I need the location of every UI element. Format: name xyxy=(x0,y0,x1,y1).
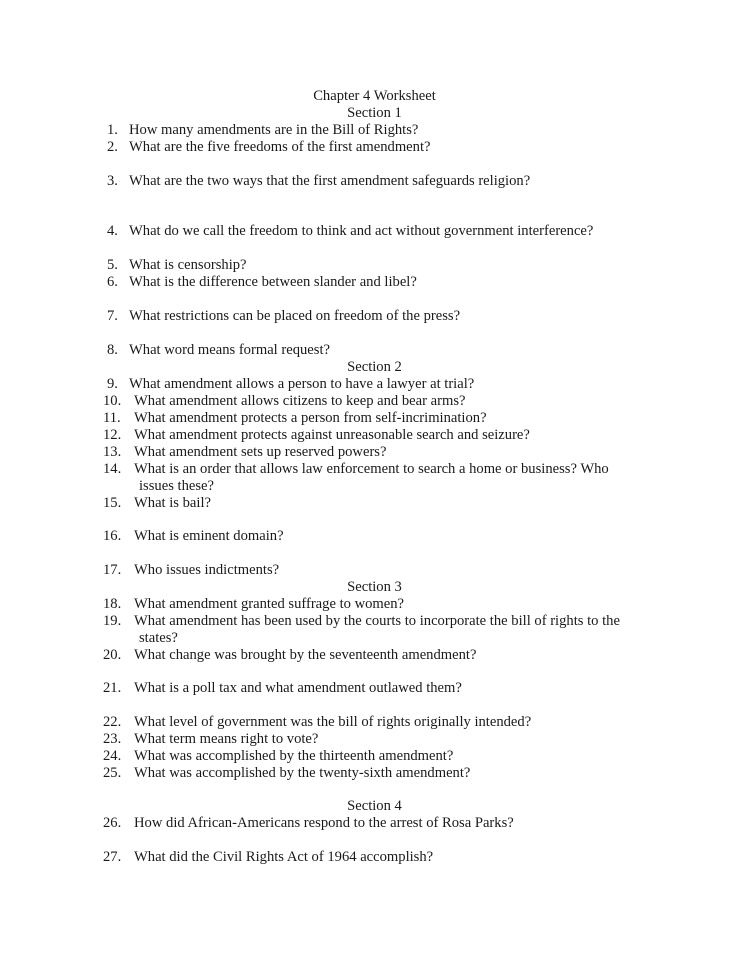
question-text: What was accomplished by the thirteenth amendment? xyxy=(134,748,454,764)
worksheet-title: Chapter 4 Worksheet xyxy=(313,88,436,104)
question-number: 7. xyxy=(107,308,118,324)
question-number: 22. xyxy=(103,714,122,730)
question-number: 9. xyxy=(107,376,118,392)
question-text: What do we call the freedom to think and act without government interference? xyxy=(129,223,594,239)
question-text: What is an order that allows law enforcement to search a home or business? Who xyxy=(134,461,609,477)
question-text: What restrictions can be placed on freedom of the press? xyxy=(129,308,461,324)
question-text: What did the Civil Rights Act of 1964 accomplish? xyxy=(134,849,434,865)
question-number: 6. xyxy=(107,274,118,290)
question-number: 10. xyxy=(103,393,122,409)
question-text: What is eminent domain? xyxy=(134,528,284,544)
question-number: 1. xyxy=(107,122,118,138)
question-text: What amendment allows a person to have a lawyer at trial? xyxy=(129,376,475,392)
question-text: What amendment sets up reserved powers? xyxy=(134,444,387,460)
question-text: What amendment protects a person from self-incrimination? xyxy=(134,410,487,426)
question-number: 15. xyxy=(103,495,122,511)
question-text: What are the two ways that the first amendment safeguards religion? xyxy=(129,173,531,189)
question-text: What word means formal request? xyxy=(129,342,330,358)
section-heading: Section 4 xyxy=(347,798,402,814)
question-text: What amendment granted suffrage to women? xyxy=(134,596,405,612)
question-text: How many amendments are in the Bill of Rights? xyxy=(129,122,419,138)
question-text: What amendment allows citizens to keep and bear arms? xyxy=(134,393,466,409)
question-number: 18. xyxy=(103,596,122,612)
question-number: 20. xyxy=(103,647,122,663)
question-number: 14. xyxy=(103,461,122,477)
question-text: How did African-Americans respond to the arrest of Rosa Parks? xyxy=(134,815,514,831)
question-number: 3. xyxy=(107,173,118,189)
question-text: What amendment protects against unreasonable search and seizure? xyxy=(134,427,530,443)
section-heading: Section 2 xyxy=(347,359,402,375)
question-number: 13. xyxy=(103,444,122,460)
question-number: 25. xyxy=(103,765,122,781)
question-text: What amendment has been used by the courts to incorporate the bill of rights to the xyxy=(134,613,620,629)
question-number: 26. xyxy=(103,815,122,831)
question-number: 11. xyxy=(103,410,121,426)
question-number: 5. xyxy=(107,257,118,273)
question-number: 12. xyxy=(103,427,122,443)
question-text: What is the difference between slander and libel? xyxy=(129,274,417,290)
question-number: 2. xyxy=(107,139,118,155)
question-number: 23. xyxy=(103,731,122,747)
question-number: 4. xyxy=(107,223,118,239)
question-text: What level of government was the bill of rights originally intended? xyxy=(134,714,532,730)
question-text: Who issues indictments? xyxy=(134,562,280,578)
section-heading: Section 3 xyxy=(347,579,402,595)
question-number: 24. xyxy=(103,748,122,764)
question-text: What term means right to vote? xyxy=(134,731,319,747)
question-text: What change was brought by the seventeenth amendment? xyxy=(134,647,477,663)
section-heading: Section 1 xyxy=(347,105,402,121)
question-text: issues these? xyxy=(139,478,214,494)
question-text: What are the five freedoms of the first amendment? xyxy=(129,139,431,155)
question-text: What is bail? xyxy=(134,495,211,511)
question-number: 27. xyxy=(103,849,122,865)
question-text: What was accomplished by the twenty-sixth amendment? xyxy=(134,765,471,781)
question-text: states? xyxy=(139,630,178,646)
question-number: 21. xyxy=(103,680,122,696)
question-text: What is a poll tax and what amendment outlawed them? xyxy=(134,680,462,696)
question-text: What is censorship? xyxy=(129,257,247,273)
question-number: 17. xyxy=(103,562,122,578)
question-number: 16. xyxy=(103,528,122,544)
question-number: 19. xyxy=(103,613,122,629)
question-number: 8. xyxy=(107,342,118,358)
